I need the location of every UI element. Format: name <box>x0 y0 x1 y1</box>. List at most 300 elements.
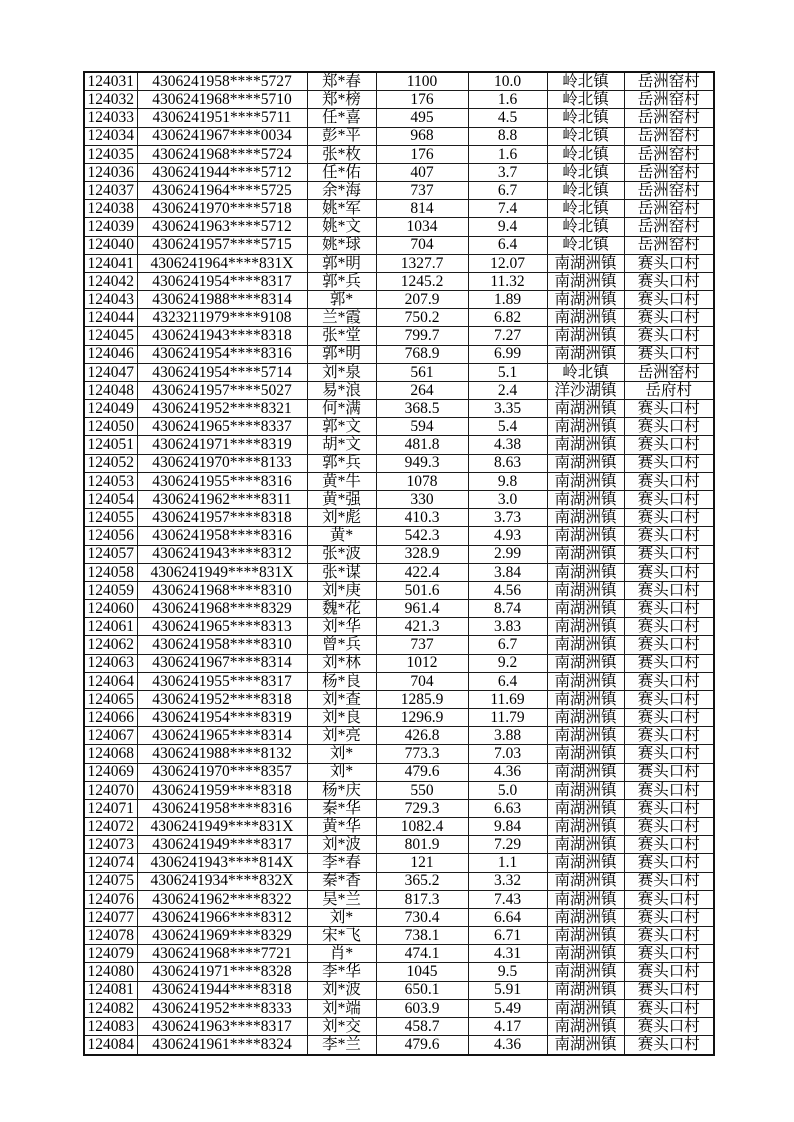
cell-id_masked: 4306241963****8317 <box>137 1017 307 1035</box>
cell-id_masked: 4306241967****0034 <box>137 127 307 145</box>
cell-village: 岳洲窑村 <box>624 145 714 163</box>
table-row <box>84 672 714 690</box>
cell-town: 岭北镇 <box>547 109 624 127</box>
cell-town: 南湖洲镇 <box>547 872 624 890</box>
cell-rate: 7.4 <box>468 200 547 218</box>
cell-village: 赛头口村 <box>624 636 714 654</box>
cell-amount: 1296.9 <box>376 709 468 727</box>
cell-name_masked: 李*春 <box>307 854 376 872</box>
table-row <box>84 400 714 418</box>
cell-rate: 6.7 <box>468 636 547 654</box>
cell-town: 南湖洲镇 <box>547 327 624 345</box>
cell-village: 赛头口村 <box>624 1036 714 1055</box>
cell-name_masked: 郑*春 <box>307 72 376 91</box>
cell-seq: 124077 <box>84 908 137 926</box>
cell-name_masked: 郭*明 <box>307 254 376 272</box>
cell-name_masked: 任*喜 <box>307 109 376 127</box>
cell-seq: 124034 <box>84 127 137 145</box>
cell-amount: 121 <box>376 854 468 872</box>
cell-name_masked: 吴*兰 <box>307 890 376 908</box>
cell-town: 南湖洲镇 <box>547 509 624 527</box>
cell-id_masked: 4306241988****8314 <box>137 291 307 309</box>
cell-rate: 7.03 <box>468 745 547 763</box>
cell-village: 赛头口村 <box>624 781 714 799</box>
table-row <box>84 418 714 436</box>
cell-amount: 1082.4 <box>376 818 468 836</box>
cell-name_masked: 刘*查 <box>307 690 376 708</box>
cell-town: 南湖洲镇 <box>547 908 624 926</box>
cell-id_masked: 4306241959****8318 <box>137 781 307 799</box>
cell-village: 赛头口村 <box>624 981 714 999</box>
cell-amount: 737 <box>376 636 468 654</box>
cell-town: 南湖洲镇 <box>547 472 624 490</box>
cell-seq: 124041 <box>84 254 137 272</box>
cell-rate: 9.8 <box>468 472 547 490</box>
cell-rate: 3.7 <box>468 163 547 181</box>
table-row <box>84 727 714 745</box>
cell-rate: 4.17 <box>468 1017 547 1035</box>
cell-name_masked: 张*波 <box>307 545 376 563</box>
table-row <box>84 927 714 945</box>
cell-amount: 368.5 <box>376 400 468 418</box>
cell-town: 南湖洲镇 <box>547 727 624 745</box>
cell-amount: 799.7 <box>376 327 468 345</box>
table-row <box>84 1036 714 1055</box>
cell-village: 赛头口村 <box>624 836 714 854</box>
cell-rate: 3.83 <box>468 618 547 636</box>
cell-amount: 542.3 <box>376 527 468 545</box>
cell-seq: 124066 <box>84 709 137 727</box>
cell-name_masked: 魏*花 <box>307 600 376 618</box>
cell-id_masked: 4306241971****8319 <box>137 436 307 454</box>
cell-id_masked: 4306241968****5724 <box>137 145 307 163</box>
cell-name_masked: 黄*强 <box>307 491 376 509</box>
cell-seq: 124058 <box>84 563 137 581</box>
table-row <box>84 999 714 1017</box>
cell-village: 赛头口村 <box>624 872 714 890</box>
cell-rate: 6.7 <box>468 182 547 200</box>
cell-seq: 124079 <box>84 945 137 963</box>
cell-amount: 479.6 <box>376 763 468 781</box>
table-row <box>84 618 714 636</box>
table-row <box>84 327 714 345</box>
cell-id_masked: 4306241952****8321 <box>137 400 307 418</box>
cell-amount: 474.1 <box>376 945 468 963</box>
cell-id_masked: 4306241957****5027 <box>137 381 307 399</box>
cell-town: 南湖洲镇 <box>547 1017 624 1035</box>
table-row <box>84 781 714 799</box>
cell-village: 赛头口村 <box>624 472 714 490</box>
cell-rate: 6.99 <box>468 345 547 363</box>
cell-id_masked: 4306241943****8312 <box>137 545 307 563</box>
table-row <box>84 436 714 454</box>
cell-town: 南湖洲镇 <box>547 999 624 1017</box>
table-row <box>84 72 714 91</box>
cell-village: 岳洲窑村 <box>624 91 714 109</box>
cell-village: 赛头口村 <box>624 818 714 836</box>
cell-amount: 650.1 <box>376 981 468 999</box>
cell-village: 赛头口村 <box>624 854 714 872</box>
cell-seq: 124040 <box>84 236 137 254</box>
cell-rate: 12.07 <box>468 254 547 272</box>
cell-id_masked: 4306241969****8329 <box>137 927 307 945</box>
cell-rate: 3.84 <box>468 563 547 581</box>
cell-id_masked: 4306241965****8337 <box>137 418 307 436</box>
cell-rate: 9.4 <box>468 218 547 236</box>
cell-rate: 3.35 <box>468 400 547 418</box>
cell-town: 南湖洲镇 <box>547 454 624 472</box>
cell-rate: 1.89 <box>468 291 547 309</box>
cell-town: 岭北镇 <box>547 91 624 109</box>
table-row <box>84 799 714 817</box>
cell-amount: 1245.2 <box>376 272 468 290</box>
cell-rate: 11.32 <box>468 272 547 290</box>
table-row <box>84 600 714 618</box>
cell-name_masked: 刘*良 <box>307 709 376 727</box>
cell-name_masked: 刘*华 <box>307 618 376 636</box>
cell-id_masked: 4306241949****831X <box>137 563 307 581</box>
cell-amount: 407 <box>376 163 468 181</box>
cell-village: 赛头口村 <box>624 690 714 708</box>
cell-id_masked: 4306241955****8317 <box>137 672 307 690</box>
cell-rate: 4.5 <box>468 109 547 127</box>
table-row <box>84 836 714 854</box>
cell-id_masked: 4306241968****8310 <box>137 581 307 599</box>
cell-seq: 124039 <box>84 218 137 236</box>
cell-town: 岭北镇 <box>547 163 624 181</box>
cell-seq: 124080 <box>84 963 137 981</box>
cell-village: 赛头口村 <box>624 799 714 817</box>
cell-seq: 124059 <box>84 581 137 599</box>
cell-seq: 124056 <box>84 527 137 545</box>
cell-name_masked: 易*浪 <box>307 381 376 399</box>
cell-amount: 495 <box>376 109 468 127</box>
cell-amount: 501.6 <box>376 581 468 599</box>
cell-id_masked: 4306241954****8319 <box>137 709 307 727</box>
cell-village: 赛头口村 <box>624 327 714 345</box>
cell-town: 南湖洲镇 <box>547 309 624 327</box>
cell-amount: 729.3 <box>376 799 468 817</box>
cell-town: 南湖洲镇 <box>547 291 624 309</box>
table-row <box>84 381 714 399</box>
cell-rate: 4.56 <box>468 581 547 599</box>
cell-amount: 550 <box>376 781 468 799</box>
cell-town: 南湖洲镇 <box>547 545 624 563</box>
cell-seq: 124031 <box>84 72 137 91</box>
cell-seq: 124033 <box>84 109 137 127</box>
cell-id_masked: 4306241970****8357 <box>137 763 307 781</box>
cell-town: 南湖洲镇 <box>547 672 624 690</box>
cell-rate: 6.63 <box>468 799 547 817</box>
cell-seq: 124060 <box>84 600 137 618</box>
cell-id_masked: 4306241958****8316 <box>137 527 307 545</box>
cell-town: 南湖洲镇 <box>547 781 624 799</box>
cell-town: 南湖洲镇 <box>547 600 624 618</box>
cell-seq: 124032 <box>84 91 137 109</box>
cell-id_masked: 4306241965****8313 <box>137 618 307 636</box>
cell-rate: 5.0 <box>468 781 547 799</box>
cell-name_masked: 秦*香 <box>307 872 376 890</box>
cell-village: 赛头口村 <box>624 436 714 454</box>
cell-seq: 124062 <box>84 636 137 654</box>
cell-name_masked: 刘*林 <box>307 654 376 672</box>
cell-rate: 4.31 <box>468 945 547 963</box>
cell-name_masked: 肖* <box>307 945 376 963</box>
cell-seq: 124078 <box>84 927 137 945</box>
cell-name_masked: 兰*霞 <box>307 309 376 327</box>
table-row <box>84 472 714 490</box>
cell-rate: 6.4 <box>468 672 547 690</box>
table-row <box>84 581 714 599</box>
cell-village: 岳洲窑村 <box>624 236 714 254</box>
cell-name_masked: 胡*文 <box>307 436 376 454</box>
cell-rate: 8.8 <box>468 127 547 145</box>
cell-rate: 5.49 <box>468 999 547 1017</box>
cell-village: 岳府村 <box>624 381 714 399</box>
cell-town: 岭北镇 <box>547 182 624 200</box>
cell-name_masked: 彭*平 <box>307 127 376 145</box>
cell-town: 南湖洲镇 <box>547 1036 624 1055</box>
table-row <box>84 1017 714 1035</box>
table-row <box>84 291 714 309</box>
table-row <box>84 636 714 654</box>
cell-seq: 124048 <box>84 381 137 399</box>
cell-amount: 421.3 <box>376 618 468 636</box>
cell-amount: 814 <box>376 200 468 218</box>
table-row <box>84 654 714 672</box>
cell-village: 赛头口村 <box>624 400 714 418</box>
cell-name_masked: 刘* <box>307 745 376 763</box>
cell-village: 赛头口村 <box>624 272 714 290</box>
table-row <box>84 454 714 472</box>
cell-rate: 1.6 <box>468 91 547 109</box>
table-row <box>84 563 714 581</box>
cell-town: 南湖洲镇 <box>547 436 624 454</box>
cell-town: 南湖洲镇 <box>547 818 624 836</box>
table-row <box>84 509 714 527</box>
cell-id_masked: 4306241962****8322 <box>137 890 307 908</box>
table-row <box>84 527 714 545</box>
cell-name_masked: 郭* <box>307 291 376 309</box>
cell-id_masked: 4306241970****8133 <box>137 454 307 472</box>
cell-amount: 603.9 <box>376 999 468 1017</box>
cell-amount: 1012 <box>376 654 468 672</box>
table-row <box>84 91 714 109</box>
cell-rate: 9.84 <box>468 818 547 836</box>
cell-town: 洋沙湖镇 <box>547 381 624 399</box>
cell-rate: 3.73 <box>468 509 547 527</box>
cell-name_masked: 张*堂 <box>307 327 376 345</box>
cell-rate: 2.99 <box>468 545 547 563</box>
cell-rate: 7.29 <box>468 836 547 854</box>
cell-village: 赛头口村 <box>624 345 714 363</box>
cell-village: 赛头口村 <box>624 745 714 763</box>
cell-village: 赛头口村 <box>624 254 714 272</box>
cell-name_masked: 李*兰 <box>307 1036 376 1055</box>
cell-town: 南湖洲镇 <box>547 945 624 963</box>
cell-amount: 773.3 <box>376 745 468 763</box>
cell-seq: 124038 <box>84 200 137 218</box>
cell-seq: 124050 <box>84 418 137 436</box>
cell-town: 南湖洲镇 <box>547 400 624 418</box>
table-row <box>84 709 714 727</box>
cell-town: 南湖洲镇 <box>547 345 624 363</box>
cell-rate: 11.79 <box>468 709 547 727</box>
cell-seq: 124047 <box>84 363 137 381</box>
table-row <box>84 236 714 254</box>
cell-rate: 7.27 <box>468 327 547 345</box>
cell-town: 南湖洲镇 <box>547 890 624 908</box>
cell-rate: 6.4 <box>468 236 547 254</box>
cell-seq: 124076 <box>84 890 137 908</box>
cell-name_masked: 郭*明 <box>307 345 376 363</box>
beneficiary-table <box>83 71 715 1056</box>
cell-rate: 6.64 <box>468 908 547 926</box>
cell-amount: 801.9 <box>376 836 468 854</box>
cell-id_masked: 4306241968****8329 <box>137 600 307 618</box>
cell-village: 赛头口村 <box>624 545 714 563</box>
table-row <box>84 945 714 963</box>
cell-village: 岳洲窑村 <box>624 200 714 218</box>
cell-name_masked: 刘*交 <box>307 1017 376 1035</box>
cell-amount: 961.4 <box>376 600 468 618</box>
cell-town: 南湖洲镇 <box>547 690 624 708</box>
cell-id_masked: 4323211979****9108 <box>137 309 307 327</box>
cell-name_masked: 郭*文 <box>307 418 376 436</box>
cell-id_masked: 4306241957****8318 <box>137 509 307 527</box>
cell-town: 南湖洲镇 <box>547 745 624 763</box>
cell-village: 赛头口村 <box>624 581 714 599</box>
cell-id_masked: 4306241962****8311 <box>137 491 307 509</box>
cell-name_masked: 黄*牛 <box>307 472 376 490</box>
cell-amount: 422.4 <box>376 563 468 581</box>
cell-name_masked: 曾*兵 <box>307 636 376 654</box>
cell-amount: 1285.9 <box>376 690 468 708</box>
cell-seq: 124053 <box>84 472 137 490</box>
cell-seq: 124055 <box>84 509 137 527</box>
cell-seq: 124069 <box>84 763 137 781</box>
cell-town: 南湖洲镇 <box>547 618 624 636</box>
table-body <box>84 72 714 1055</box>
cell-seq: 124043 <box>84 291 137 309</box>
cell-amount: 730.4 <box>376 908 468 926</box>
cell-amount: 704 <box>376 672 468 690</box>
cell-amount: 1078 <box>376 472 468 490</box>
cell-amount: 704 <box>376 236 468 254</box>
cell-seq: 124084 <box>84 1036 137 1055</box>
cell-seq: 124049 <box>84 400 137 418</box>
table-row <box>84 818 714 836</box>
cell-id_masked: 4306241944****5712 <box>137 163 307 181</box>
cell-id_masked: 4306241943****814X <box>137 854 307 872</box>
cell-seq: 124067 <box>84 727 137 745</box>
cell-name_masked: 刘* <box>307 908 376 926</box>
table-row <box>84 272 714 290</box>
table-row <box>84 309 714 327</box>
cell-rate: 4.36 <box>468 1036 547 1055</box>
table-row <box>84 145 714 163</box>
cell-name_masked: 刘*波 <box>307 981 376 999</box>
cell-id_masked: 4306241971****8328 <box>137 963 307 981</box>
cell-rate: 3.32 <box>468 872 547 890</box>
cell-id_masked: 4306241943****8318 <box>137 327 307 345</box>
cell-town: 南湖洲镇 <box>547 963 624 981</box>
cell-amount: 594 <box>376 418 468 436</box>
cell-village: 赛头口村 <box>624 890 714 908</box>
cell-amount: 737 <box>376 182 468 200</box>
cell-town: 岭北镇 <box>547 72 624 91</box>
cell-seq: 124036 <box>84 163 137 181</box>
cell-rate: 9.2 <box>468 654 547 672</box>
cell-name_masked: 杨*庆 <box>307 781 376 799</box>
table-row <box>84 363 714 381</box>
cell-rate: 11.69 <box>468 690 547 708</box>
cell-village: 赛头口村 <box>624 672 714 690</box>
cell-town: 岭北镇 <box>547 218 624 236</box>
cell-seq: 124037 <box>84 182 137 200</box>
cell-amount: 817.3 <box>376 890 468 908</box>
cell-town: 南湖洲镇 <box>547 636 624 654</box>
cell-rate: 10.0 <box>468 72 547 91</box>
cell-village: 赛头口村 <box>624 927 714 945</box>
cell-village: 赛头口村 <box>624 291 714 309</box>
cell-amount: 264 <box>376 381 468 399</box>
cell-village: 赛头口村 <box>624 945 714 963</box>
cell-name_masked: 何*满 <box>307 400 376 418</box>
table-row <box>84 109 714 127</box>
cell-name_masked: 刘*庚 <box>307 581 376 599</box>
table-row <box>84 745 714 763</box>
cell-town: 南湖洲镇 <box>547 763 624 781</box>
cell-amount: 176 <box>376 145 468 163</box>
cell-amount: 410.3 <box>376 509 468 527</box>
cell-village: 赛头口村 <box>624 418 714 436</box>
table-row <box>84 163 714 181</box>
cell-seq: 124063 <box>84 654 137 672</box>
cell-town: 南湖洲镇 <box>547 927 624 945</box>
cell-id_masked: 4306241957****5715 <box>137 236 307 254</box>
cell-town: 南湖洲镇 <box>547 272 624 290</box>
cell-amount: 207.9 <box>376 291 468 309</box>
cell-amount: 768.9 <box>376 345 468 363</box>
cell-amount: 1327.7 <box>376 254 468 272</box>
cell-id_masked: 4306241934****832X <box>137 872 307 890</box>
cell-rate: 5.91 <box>468 981 547 999</box>
cell-amount: 365.2 <box>376 872 468 890</box>
cell-amount: 330 <box>376 491 468 509</box>
cell-rate: 9.5 <box>468 963 547 981</box>
cell-town: 岭北镇 <box>547 236 624 254</box>
cell-amount: 426.8 <box>376 727 468 745</box>
cell-rate: 7.43 <box>468 890 547 908</box>
cell-town: 南湖洲镇 <box>547 581 624 599</box>
cell-village: 赛头口村 <box>624 999 714 1017</box>
cell-rate: 8.74 <box>468 600 547 618</box>
cell-village: 赛头口村 <box>624 908 714 926</box>
cell-id_masked: 4306241944****8318 <box>137 981 307 999</box>
table-row <box>84 890 714 908</box>
cell-name_masked: 郭*兵 <box>307 454 376 472</box>
cell-id_masked: 4306241958****8310 <box>137 636 307 654</box>
cell-seq: 124075 <box>84 872 137 890</box>
cell-seq: 124071 <box>84 799 137 817</box>
cell-seq: 124044 <box>84 309 137 327</box>
cell-id_masked: 4306241949****8317 <box>137 836 307 854</box>
table-row <box>84 200 714 218</box>
cell-id_masked: 4306241958****5727 <box>137 72 307 91</box>
cell-name_masked: 张*枚 <box>307 145 376 163</box>
cell-village: 赛头口村 <box>624 963 714 981</box>
